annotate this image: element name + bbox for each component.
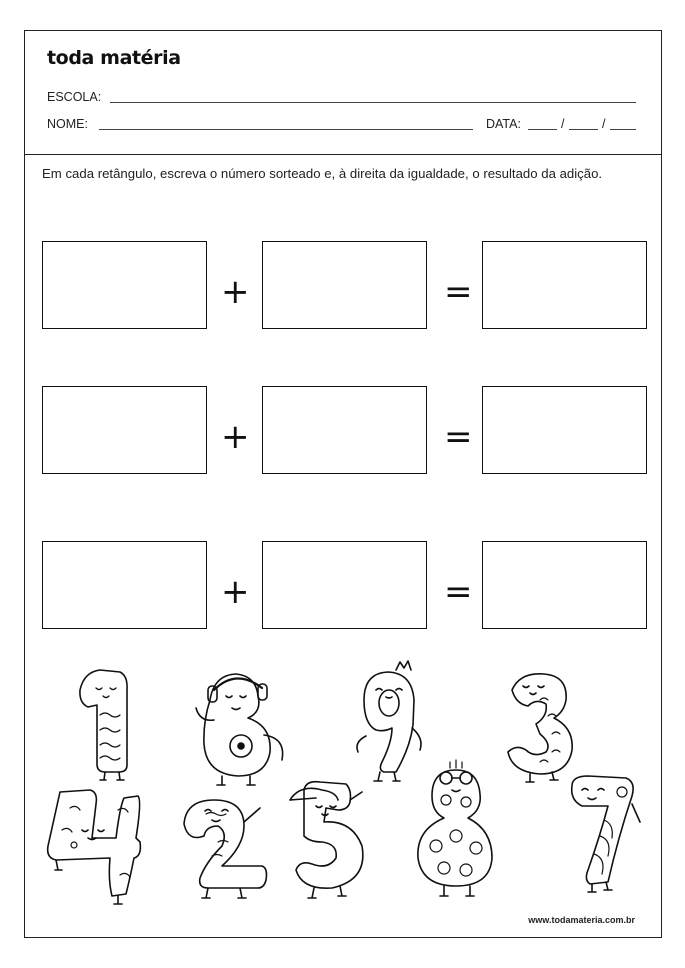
number-4-character-illustration bbox=[48, 790, 141, 904]
plus-sign: + bbox=[221, 417, 250, 457]
equals-sign: = bbox=[444, 572, 473, 612]
equals-sign: = bbox=[444, 272, 473, 312]
brand-logo: toda matéria bbox=[47, 47, 181, 69]
school-label: ESCOLA: bbox=[47, 90, 102, 104]
plus-sign: + bbox=[221, 272, 250, 312]
number-5-character-illustration bbox=[290, 782, 363, 898]
number-7-character-illustration bbox=[572, 776, 640, 892]
name-label: NOME: bbox=[47, 117, 88, 131]
number-2-character-illustration bbox=[184, 800, 267, 898]
plus-sign: + bbox=[221, 572, 250, 612]
number-9-character-illustration bbox=[357, 661, 421, 781]
number-6-character-illustration bbox=[196, 674, 283, 785]
equals-sign: = bbox=[444, 417, 473, 457]
footer-url: www.todamateria.com.br bbox=[528, 915, 635, 925]
date-label: DATA: bbox=[486, 117, 521, 131]
number-1-character-illustration bbox=[80, 670, 127, 780]
number-3-character-illustration bbox=[508, 674, 572, 782]
instructions: Em cada retângulo, escreva o número sorteado e, à direita da igualdade, o resultado da adição. bbox=[42, 166, 603, 181]
date-separator: / bbox=[602, 117, 606, 131]
number-8-character-illustration bbox=[418, 760, 492, 896]
date-separator: / bbox=[561, 117, 565, 131]
